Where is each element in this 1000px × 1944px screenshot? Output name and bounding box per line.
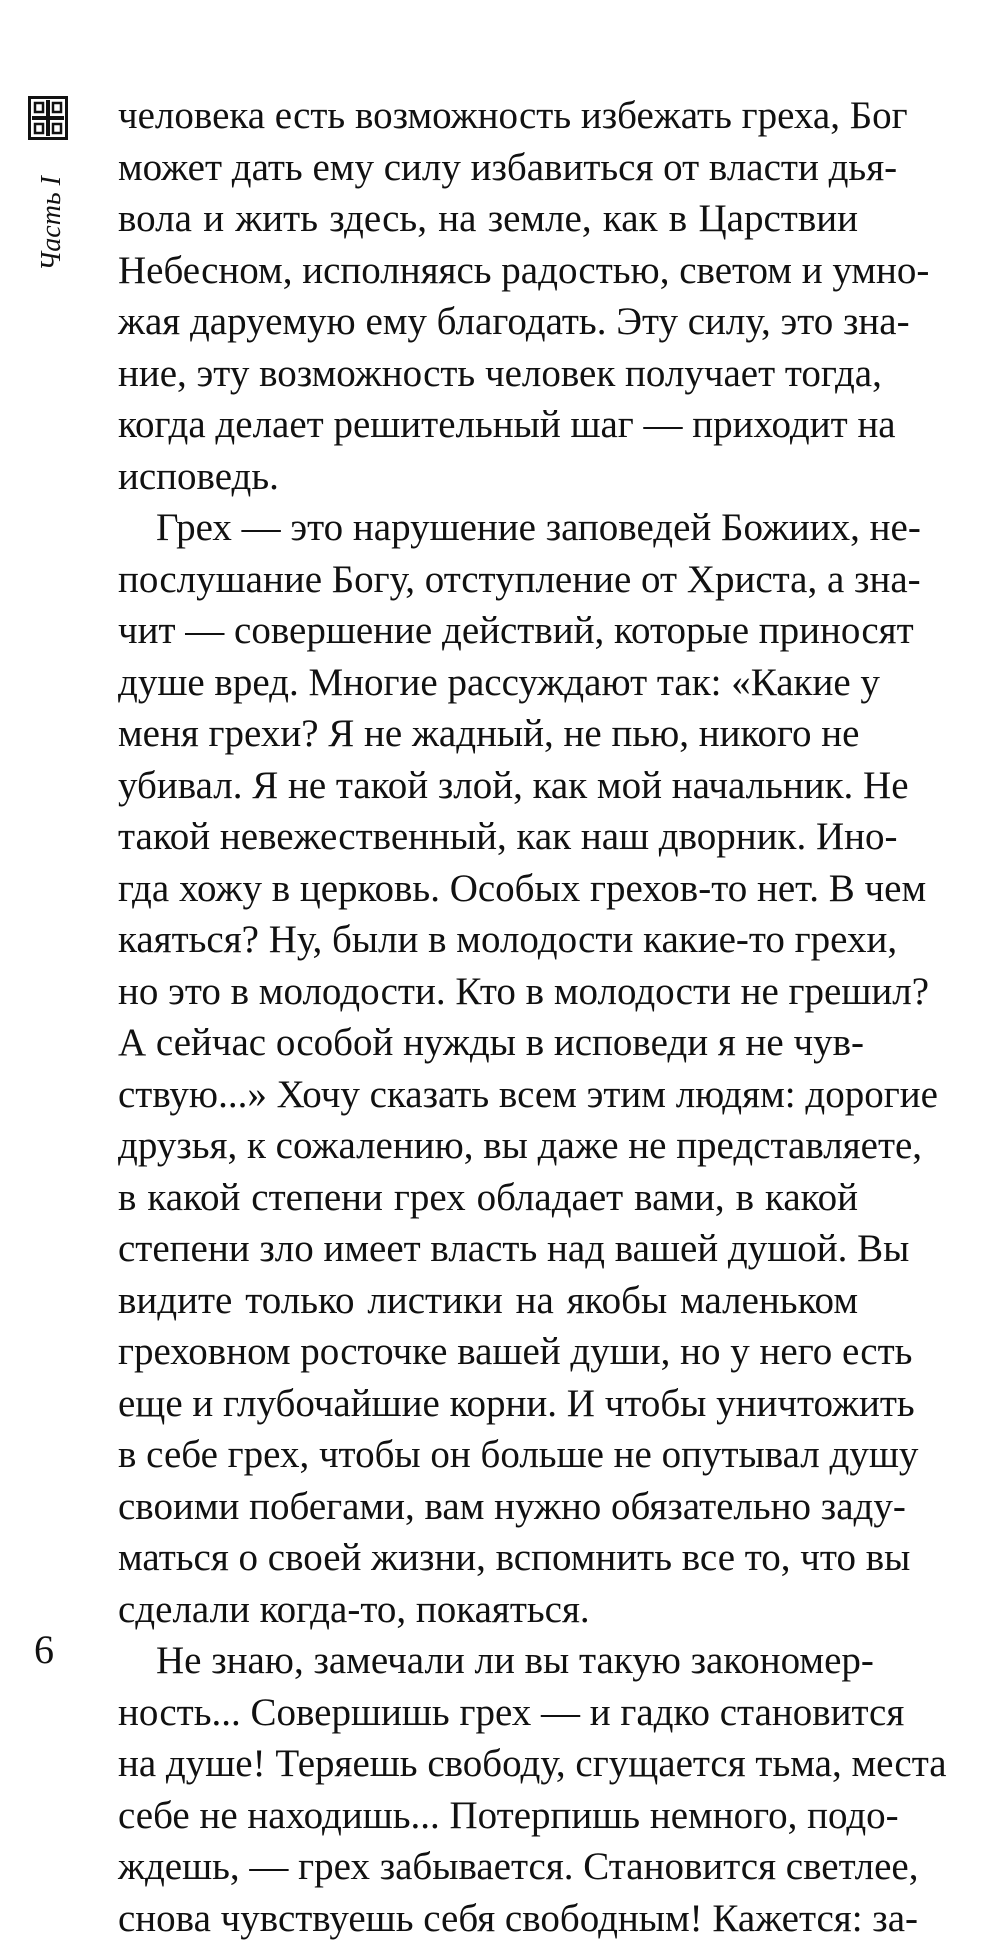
- text-line: меня грехи? Я не жадный, не пью, никого не: [118, 708, 858, 760]
- text-line: когда делает решительный шаг — приходит на: [118, 399, 858, 451]
- text-line: ние, эту возможность человек получает тогда,: [118, 348, 858, 400]
- running-head-text: Часть I: [36, 174, 67, 271]
- paragraph: [118, 1635, 858, 1944]
- text-line: Небесном, исполняясь радостью, светом и умно-: [118, 245, 858, 297]
- text-line: Грех — это нарушение заповедей Божиих, не-: [118, 502, 858, 554]
- text-line: исповедь.: [118, 451, 858, 503]
- text-line: вола и жить здесь, на земле, как в Царствии: [118, 193, 858, 245]
- paragraph: [118, 502, 858, 1635]
- cross-ornament-icon: [28, 96, 68, 140]
- text-line: ствую...» Хочу сказать всем этим людям: дорогие: [118, 1069, 858, 1121]
- text-line: степени зло имеет власть над вашей душой. Вы: [118, 1223, 858, 1275]
- text-line: такой невежественный, как наш дворник. Ино-: [118, 811, 858, 863]
- text-line: человека есть возможность избежать греха, Бог: [118, 90, 858, 142]
- text-line: видите только листики на якобы маленьком: [118, 1275, 858, 1327]
- text-line: Не знаю, замечали ли вы такую закономер-: [118, 1635, 858, 1687]
- text-line: А сейчас особой нужды в исповеди я не чув-: [118, 1017, 858, 1069]
- text-line: в себе грех, чтобы он больше не опутывал душу: [118, 1429, 858, 1481]
- paragraph: [118, 90, 858, 502]
- text-line: маться о своей жизни, вспомнить все то, что вы: [118, 1532, 858, 1584]
- text-line: жая даруемую ему благодать. Эту силу, это зна-: [118, 296, 858, 348]
- text-line: сделали когда-то, покаяться.: [118, 1584, 858, 1636]
- text-line: чит — совершение действий, которые приносят: [118, 605, 858, 657]
- text-line: себе не находишь... Потерпишь немного, подо-: [118, 1790, 858, 1842]
- running-head: [30, 165, 70, 275]
- text-line: снова чувствуешь себя свободным! Кажется: за-: [118, 1893, 858, 1944]
- text-line: ность... Совершишь грех — и гадко становится: [118, 1687, 858, 1739]
- text-line: душе вред. Многие рассуждают так: «Какие у: [118, 657, 858, 709]
- text-line: своими побегами, вам нужно обязательно заду-: [118, 1481, 858, 1533]
- body-text: [118, 90, 858, 1944]
- text-line: в какой степени грех обладает вами, в какой: [118, 1172, 858, 1224]
- text-line: друзья, к сожалению, вы даже не представляете,: [118, 1120, 858, 1172]
- text-line: послушание Богу, отступление от Христа, а зна-: [118, 554, 858, 606]
- text-line: может дать ему силу избавиться от власти дья-: [118, 142, 858, 194]
- text-line: еще и глубочайшие корни. И чтобы уничтожить: [118, 1378, 858, 1430]
- text-line: ждешь, — грех забывается. Становится светлее,: [118, 1841, 858, 1893]
- text-line: на душе! Теряешь свободу, сгущается тьма, места: [118, 1738, 858, 1790]
- text-line: но это в молодости. Кто в молодости не грешил?: [118, 966, 858, 1018]
- page-number: 6: [34, 1630, 54, 1670]
- text-line: гда хожу в церковь. Особых грехов-то нет. В чем: [118, 863, 858, 915]
- text-line: убивал. Я не такой злой, как мой начальник. Не: [118, 760, 858, 812]
- text-line: греховном росточке вашей души, но у него есть: [118, 1326, 858, 1378]
- text-line: каяться? Ну, были в молодости какие-то грехи,: [118, 914, 858, 966]
